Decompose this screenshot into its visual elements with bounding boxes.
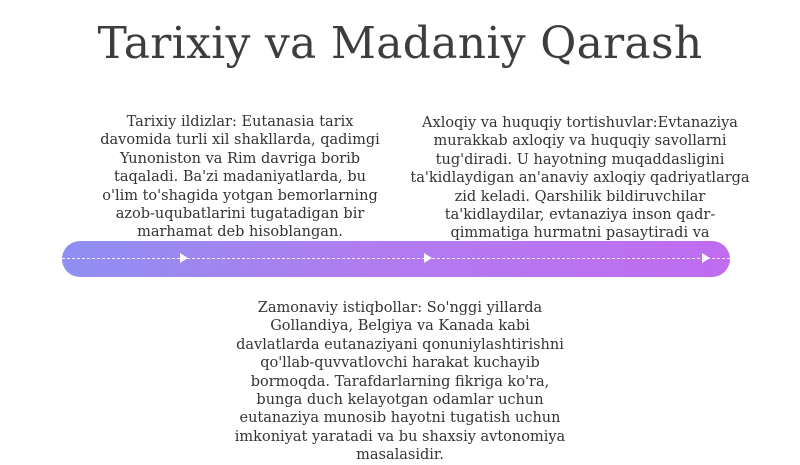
arrow-right-icon	[180, 253, 188, 263]
historical-roots-text: Tarixiy ildizlar: Eutanasia tarix davomida turli xil shakllarda, qadimgi Yunoniston va Rim davriga borib taqaladi. Ba'zi madaniyatlarda, bu o'lim to'shagida yotgan bemorlarning azob-uqubatlarini tugatadigan bir marhamat deb hisoblangan.	[100, 114, 380, 241]
ethical-legal-text: Axloqiy va huquqiy tortishuvlar:Evtanaziya murakkab axloqiy va huquqiy savollarni tug'diradi. U hayotning muqaddasligini ta'kidlaydigan an'anaviy axloqiy qadriyatlarga zid keladi. Qarshilik bildiruvchilar ta'kidlaydilar, evtanaziya inson qadr-qimmatiga hurmatni pasaytiradi va	[410, 115, 750, 242]
timeline-bar	[62, 241, 730, 277]
arrow-right-icon	[424, 253, 432, 263]
modern-perspectives-text: Zamonaviy istiqbollar: So'nggi yillarda Gollandiya, Belgiya va Kanada kabi davlatlarda eutanaziyani qonuniylashtirishni qo'llab-quvvatlovchi harakat kuchayib bormoqda. Tarafdarlarning fikriga ko'ra, bunga duch kelayotgan odamlar uchun eutanaziya munosib hayotni tugatish uchun imkoniyat yaratadi va bu shaxsiy avtonomiya masalasidir.	[234, 300, 566, 464]
arrow-right-icon	[702, 253, 710, 263]
page-title: Tarixiy va Madaniy Qarash	[97, 18, 703, 69]
timeline-dashed-line	[62, 258, 730, 259]
